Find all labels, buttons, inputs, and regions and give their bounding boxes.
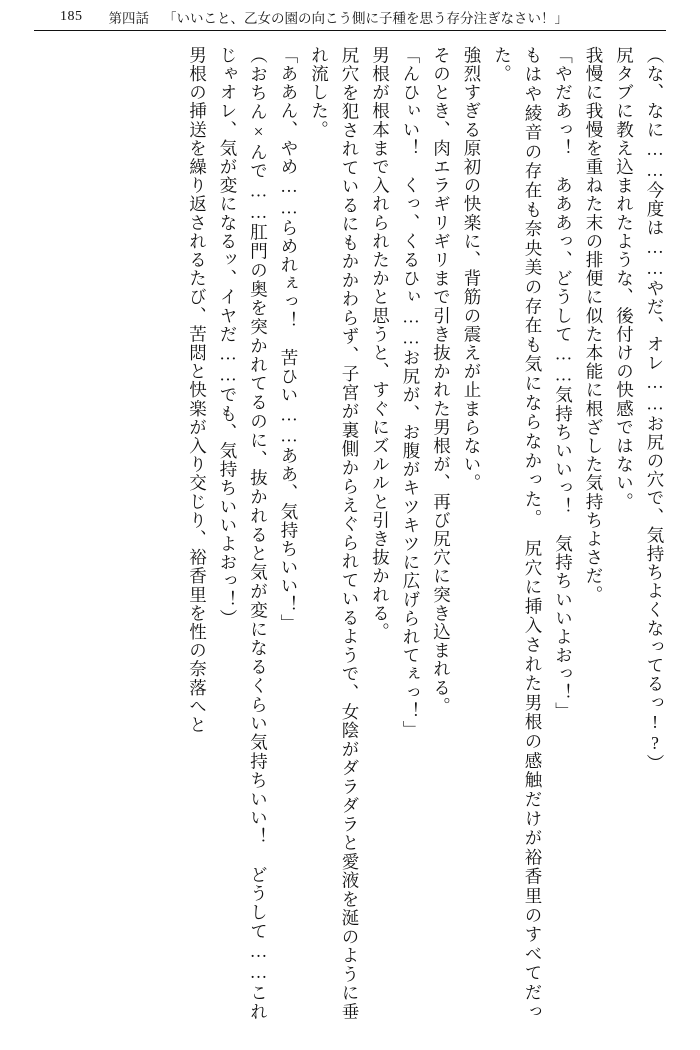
paragraph: 「んひぃい！ くっ、くるひぃ……お尻が、お腹がキツキツに広げられてぇっ！」: [401, 46, 421, 740]
vertical-text-block: [30, 46, 670, 1021]
page-number: 185: [60, 9, 83, 24]
paragraph: （おちん×んで……肛門の奥を突かれてるのに、抜かれると気が変になるくらい気持ちいい！ どうして……これじゃオレ、気が変になるッ、イヤだ……でも、気持ちいいよおっ！）: [218, 46, 269, 1021]
paragraph: 男根の挿送を繰り返されるたび、苦悶と快楽が入り交じり、裕香里を性の奈落へと: [187, 46, 208, 735]
paragraph: もはや綾音の存在も奈央美の存在も気にならなかった。 尻穴に挿入された男根の感触だけが裕香里のすべてだった。: [492, 46, 543, 1021]
page-body: [30, 46, 670, 1026]
paragraph: 強烈すぎる原初の快楽に、背筋の震えが止まらない。: [462, 46, 482, 493]
chapter-label: 第四話: [108, 11, 149, 26]
paragraph: 男根が根本まで入れられたかと思うと、すぐにズルルと引き抜かれる。: [370, 46, 391, 642]
paragraph: 尻穴を犯されているにもかかわらず、子宮が裏側からえぐられているようで、女陰がダラダラと愛液を涎のように垂れ流した。: [309, 46, 360, 1021]
paragraph: そのとき、肉エラギリギリまで引き抜かれた男根が、再び尻穴に突き込まれる。: [431, 46, 452, 716]
paragraph: 我慢に我慢を重ねた末の排便に似た本能に根ざした気持ちよさだ。: [584, 46, 604, 604]
paragraph: 「ああん、やめ……らめれぇっ！ 苦ひい……ああ、気持ちいい！」: [279, 46, 299, 633]
paragraph: 尻タブに教え込まれたような、後付けの快感ではない。: [614, 46, 635, 511]
running-head: [0, 0, 700, 34]
paragraph: （な、なに……今度は……やだ、オレ……お尻の穴で、気持ちよくなってるっ!?）: [645, 46, 665, 773]
chapter-title: 「いいこと、乙女の園の向こう側に子種を思う存分注ぎなさい！」: [163, 11, 568, 26]
paragraph: 「やだあっ！ あああっ、どうして……気持ちいいっ！ 気持ちいいよおっ！」: [553, 46, 574, 721]
header-divider: [34, 30, 666, 31]
